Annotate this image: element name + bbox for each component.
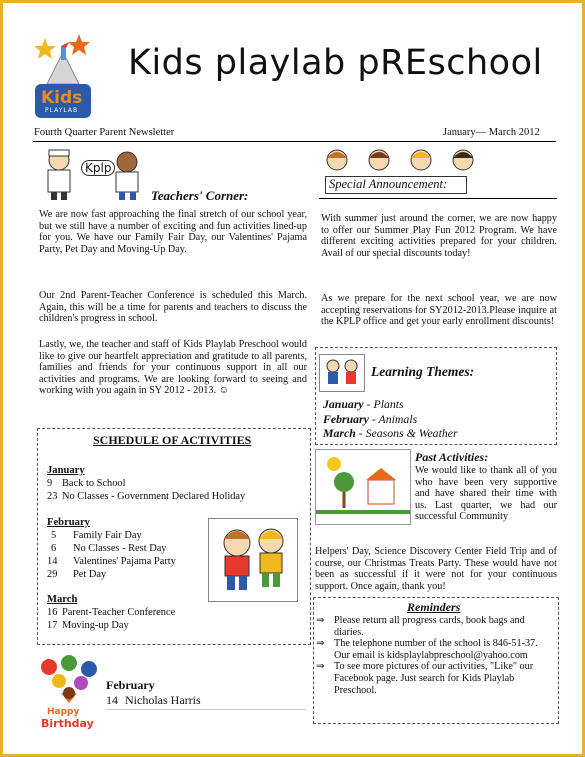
kplp-badge: Kplp: [81, 160, 115, 176]
drawing-illustration: [315, 449, 411, 525]
reminders-list: [316, 615, 552, 696]
header-rule: [33, 141, 556, 142]
list-item: ⇒ The telephone number of the school is 846-51-37. Our email is kidsplaylabpreschool@yahoo.com: [316, 638, 538, 661]
month-january: January: [47, 465, 85, 476]
logo-text: Kids: [41, 88, 83, 108]
birthday-name: Nicholas Harris: [125, 693, 201, 707]
teachers-corner-heading: Teachers' Corner:: [151, 188, 249, 203]
teachers-illustration: [39, 146, 149, 202]
announcement-rule: [319, 198, 557, 199]
logo-subtext: PLAYLAB: [45, 107, 79, 114]
past-text-wide: Helpers' Day, Science Discovery Center Field Trip and of course, our Christmas Treats Party. These would have not been as successful if it were not for your continuous support. Once again, thank you!: [315, 546, 557, 592]
teachers-paragraph-3: Lastly, we, the teacher and staff of Kids Playlab Preschool would like to give our heartfelt appreciation and gratitude to all parents, families and friends for your continuous support in all our activities and programs. We are looking forward to seeing and working with you again in SY 2012 - 2013. ☺: [39, 339, 307, 397]
list-item: March - Seasons & Weather: [323, 426, 458, 441]
list-item: 17 Moving-up Day: [47, 620, 129, 631]
teachers-paragraph-2: Our 2nd Parent-Teacher Conference is scheduled this March. Again, this will be a time for parents and teachers to discuss the children's progress in school.: [39, 290, 307, 325]
list-item: January - Plants: [323, 397, 404, 411]
teachers-paragraph-1: We are now fast approaching the final stretch of our school year, but we still have a number of exciting and fun activities lined-up for you. We have our Family Fair Day, our Valentines' Pajama Party, Pet Day and Moving-Up Day.: [39, 209, 307, 255]
special-heading: Special Announcement:: [329, 177, 448, 191]
school-title: Kids playlab pREschool: [128, 43, 543, 83]
birthday-day: 14: [106, 693, 118, 707]
past-text-narrow: We would like to thank all of you who have been very supportive and have shared their time with us. Last quarter, we had our successful Community: [415, 465, 557, 523]
newsletter-label: Fourth Quarter Parent Newsletter: [34, 127, 175, 138]
past-heading: Past Activities:: [415, 450, 489, 464]
schedule-heading: SCHEDULE OF ACTIVITIES: [93, 433, 252, 447]
list-item: ⇒ To see more pictures of our activities, "Like" our Facebook page. Just search for Kids Playlab Preschool.: [316, 661, 534, 696]
happy-label: Happy: [47, 707, 80, 717]
list-item: 16 Parent-Teacher Conference: [47, 607, 176, 618]
month-march: March: [47, 594, 78, 605]
kids-illustration: [208, 518, 298, 602]
learning-heading: Learning Themes:: [371, 364, 475, 379]
kids-banner-illustration: [321, 146, 481, 178]
list-item: ⇒ Please return all progress cards, book bags and diaries.: [316, 615, 525, 638]
list-item: 5 Family Fair Day: [51, 530, 142, 541]
reminders-heading: Reminders: [407, 600, 461, 614]
birthday-month: February: [106, 678, 155, 692]
month-february: February: [47, 517, 90, 528]
list-item: 23 No Classes - Government Declared Holiday: [47, 491, 246, 502]
learning-illustration: [319, 354, 365, 392]
special-paragraph-2: As we prepare for the next school year, we are now accepting reservations for SY2012-2013.Please inquire at the KPLP office and get your early enrollment discounts!: [321, 293, 557, 328]
arrow-icon: ⇒: [316, 661, 325, 673]
birthday-rule: [106, 709, 306, 710]
date-range: January— March 2012: [443, 127, 540, 138]
school-logo: [31, 28, 101, 123]
special-paragraph-1: With summer just around the corner, we are now happy to offer our Summer Play Fun 2012 Program. We have different exciting activities prepared for your children. Avail of our special discounts today!: [321, 213, 557, 259]
arrow-icon: ⇒: [316, 638, 325, 650]
list-item: 6 No Classes - Rest Day: [51, 543, 167, 554]
list-item: 14 Valentines' Pajama Party: [47, 556, 176, 567]
birthday-badge: [35, 653, 105, 733]
birthday-entry: [106, 693, 201, 708]
birthday-label: Birthday: [41, 717, 94, 730]
arrow-icon: ⇒: [316, 615, 325, 626]
list-item: February - Animals: [323, 411, 418, 426]
list-item: 29 Pet Day: [47, 569, 107, 580]
learning-list: [323, 397, 458, 441]
list-item: 9 Back to School: [47, 478, 126, 489]
